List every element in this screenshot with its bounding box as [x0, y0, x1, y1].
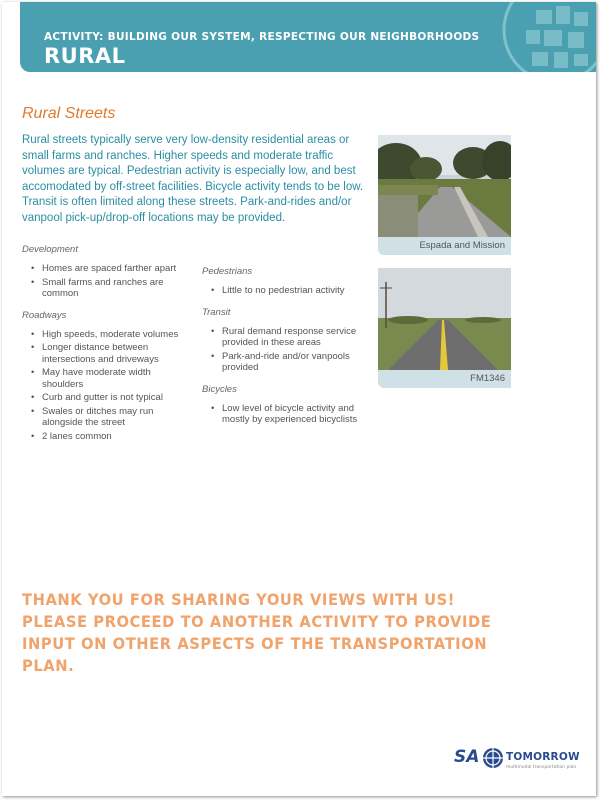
- rural-highway-photo: [378, 268, 511, 370]
- photo-fm1346: [378, 268, 511, 388]
- list-item: • Small farms and ranches are common: [22, 277, 192, 300]
- list-item: • May have moderate width shoulders: [22, 367, 192, 390]
- middle-column: [202, 266, 372, 436]
- closing-line: PLEASE PROCEED TO ANOTHER ACTIVITY TO PROVIDE: [22, 612, 492, 631]
- closing-line: INPUT ON OTHER ASPECTS OF THE TRANSPORTATION PLAN.: [22, 634, 488, 675]
- pedestrians-list: [202, 285, 372, 297]
- roadways-list: [22, 329, 192, 443]
- brand-word: TOMORROW: [506, 751, 580, 763]
- list-item: • Low level of bicycle activity and mostly by experienced bicyclists: [202, 403, 372, 426]
- photo-caption: Espada and Mission: [378, 237, 511, 255]
- list-item: • Rural demand response service provided in these areas: [202, 326, 372, 349]
- list-item: • Little to no pedestrian activity: [202, 285, 372, 297]
- category-development-label: Development: [22, 244, 78, 255]
- photo-espada-mission: [378, 135, 511, 255]
- photo-caption: FM1346: [378, 370, 511, 388]
- brand-prefix: SA: [454, 747, 480, 767]
- category-pedestrians-label: Pedestrians: [202, 266, 253, 277]
- list-item: • Swales or ditches may run alongside the street: [22, 406, 192, 429]
- intro-paragraph: Rural streets typically serve very low-density residential areas or small farms and ranches. Higher speeds and moderate traffic volumes are typical. Pedestrian activity is especially low, and best accomodated by off-street facilities. Bicycle activity tends to be low. Transit is often limited along these streets. Park-and-rides and/or vanpool pick-up/drop-off locations may be provided.: [22, 134, 364, 224]
- transit-list: [202, 326, 372, 374]
- globe-icon: [482, 747, 504, 769]
- bicycles-list: [202, 403, 372, 426]
- activity-eyebrow: ACTIVITY: BUILDING OUR SYSTEM, RESPECTING OUR NEIGHBORHOODS: [44, 31, 480, 43]
- list-item: • Curb and gutter is not typical: [22, 392, 192, 404]
- page-title: RURAL: [44, 44, 126, 68]
- sa-tomorrow-logo: [454, 747, 584, 777]
- development-list: [22, 263, 192, 300]
- section-title: Rural Streets: [22, 105, 116, 122]
- header-banner: [20, 2, 596, 72]
- left-column: [22, 244, 192, 452]
- list-item: • Longer distance between intersections and driveways: [22, 342, 192, 365]
- list-item: • Park-and-ride and/or vanpools provided: [202, 351, 372, 374]
- category-transit-label: Transit: [202, 306, 231, 318]
- list-item: • 2 lanes common: [22, 431, 192, 443]
- category-bicycles-label: Bicycles: [202, 383, 237, 395]
- list-item: • Homes are spaced farther apart: [22, 263, 192, 275]
- globe-grid-icon: [486, 2, 596, 72]
- document-page: [2, 2, 596, 796]
- list-item: • High speeds, moderate volumes: [22, 329, 192, 341]
- rural-road-trees-photo: [378, 135, 511, 237]
- closing-line: THANK YOU FOR SHARING YOUR VIEWS WITH US!: [22, 590, 456, 609]
- category-roadways-label: Roadways: [22, 309, 67, 321]
- closing-message: [22, 589, 519, 677]
- brand-tagline: multimodal transportation plan: [506, 765, 577, 770]
